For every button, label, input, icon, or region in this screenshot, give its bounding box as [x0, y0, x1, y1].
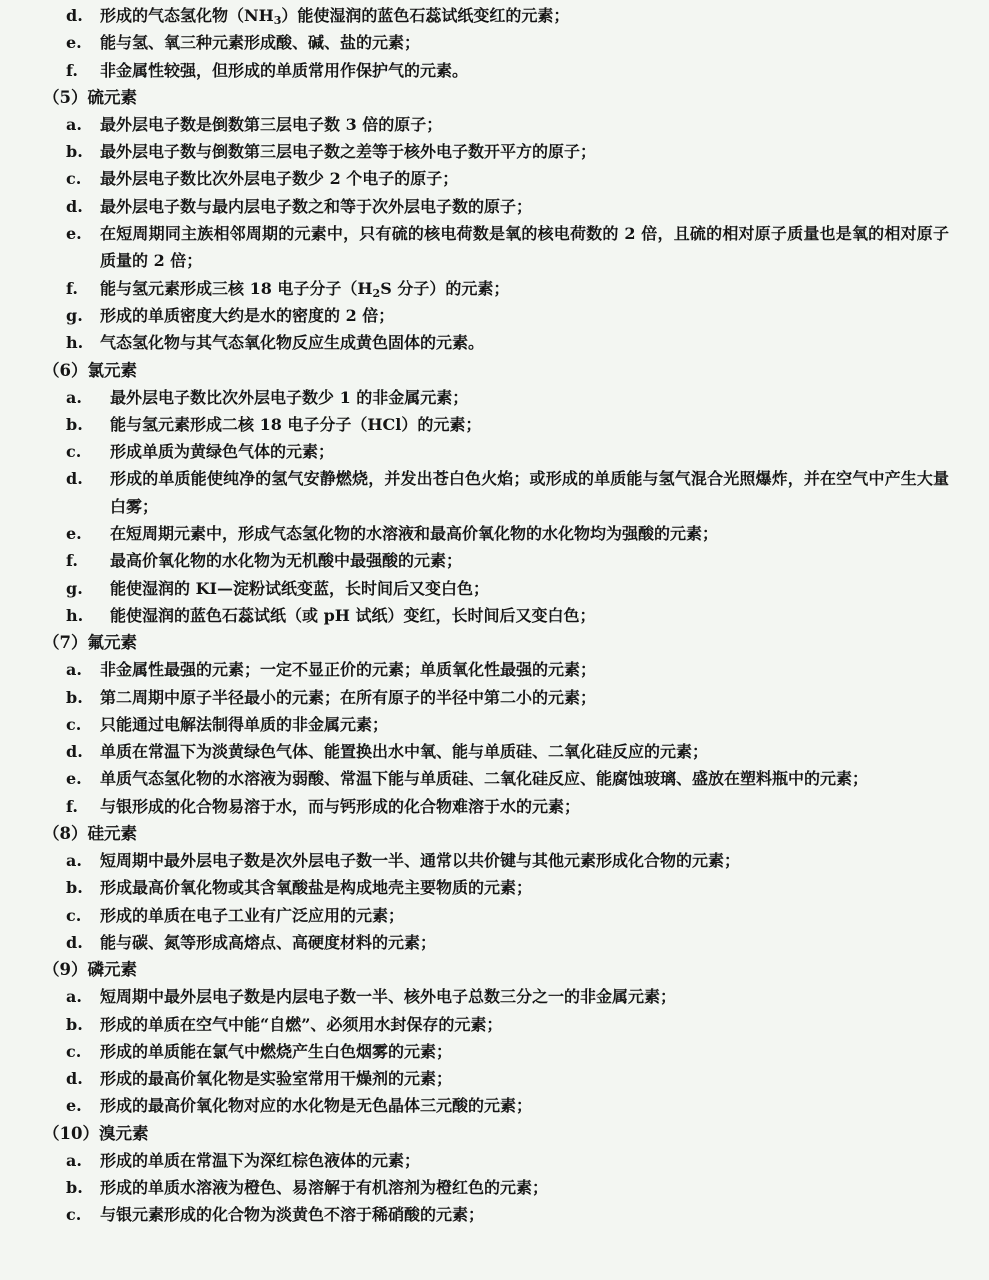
item-text	[100, 302, 949, 329]
item-text-main: 能与碳、氮等形成高熔点、高硬度材料的元素；	[100, 932, 437, 952]
item-marker: a.	[66, 660, 82, 680]
item-text	[110, 411, 949, 438]
item-text-main: 非金属性最强的元素；一定不显正价的元素；单质氧化性最强的元素；	[100, 660, 597, 680]
list-item	[40, 1201, 949, 1228]
subscript: 3	[273, 14, 282, 27]
item-text-main: 形成单质为黄绿色气体的元素；	[110, 442, 335, 462]
section-title: （6）氯元素	[43, 360, 137, 380]
item-text-main: 单质气态氢化物的水溶液为弱酸、常温下能与单质硅、二氧化硅反应、能腐蚀玻璃、盛放在塑料瓶中的元素；	[100, 769, 869, 789]
item-text	[100, 1147, 949, 1174]
item-text	[100, 57, 949, 84]
list-item	[40, 193, 949, 220]
list-item	[40, 1065, 949, 1092]
list-item	[40, 602, 949, 629]
item-text	[100, 684, 949, 711]
subscript: 2	[372, 286, 381, 300]
item-text	[100, 874, 949, 901]
section-title: （10）溴元素	[43, 1123, 149, 1143]
list-item	[40, 847, 949, 874]
item-marker: c.	[66, 905, 82, 925]
item-marker: a.	[66, 987, 82, 1007]
list-item	[40, 29, 949, 56]
list-item	[40, 929, 949, 956]
item-text-main: 形成的单质在常温下为深红棕色液体的元素；	[100, 1150, 421, 1170]
list-item	[40, 465, 949, 520]
section-title: （9）磷元素	[43, 960, 137, 980]
list-item	[40, 547, 949, 574]
item-text	[100, 983, 949, 1010]
item-marker: f.	[66, 551, 78, 571]
item-text	[110, 547, 949, 574]
list-item	[40, 793, 949, 820]
item-marker: a.	[66, 114, 82, 134]
item-text	[100, 929, 949, 956]
item-text	[100, 847, 949, 874]
item-text-main: 形成最高价氧化物或其含氧酸盐是构成地壳主要物质的元素；	[100, 878, 533, 898]
item-text	[100, 1092, 949, 1119]
item-marker: b.	[66, 878, 83, 898]
item-text-main: 非金属性较强，但形成的单质常用作保护气的元素。	[100, 60, 469, 80]
item-text-main: 短周期中最外层电子数是次外层电子数一半、通常以共价键与其他元素形成化合物的元素；	[100, 851, 741, 871]
list-item	[40, 2, 949, 29]
item-marker: b.	[66, 414, 83, 434]
item-text	[100, 275, 949, 302]
item-marker: c.	[66, 169, 82, 189]
item-text	[100, 138, 949, 165]
item-text-main: 与银元素形成的化合物为淡黄色不溶于稀硝酸的元素；	[100, 1205, 485, 1225]
item-text	[100, 1065, 949, 1092]
item-text	[110, 520, 949, 547]
item-marker: e.	[66, 33, 82, 53]
list-item	[40, 111, 949, 138]
item-text	[100, 165, 949, 192]
item-marker: e.	[66, 1096, 82, 1116]
item-text	[110, 602, 949, 629]
item-text	[100, 1174, 949, 1201]
item-text-main: 能与氢元素形成三核 18 电子分子（H	[100, 278, 373, 298]
list-item	[40, 520, 949, 547]
item-marker: g.	[66, 578, 83, 598]
list-item	[40, 1038, 949, 1065]
item-marker: g.	[66, 305, 83, 325]
section-title: （5）硫元素	[43, 87, 137, 107]
list-item	[40, 874, 949, 901]
section-title: （8）硅元素	[43, 824, 137, 844]
item-marker: b.	[66, 687, 83, 707]
item-marker: a.	[66, 1150, 82, 1170]
item-marker: b.	[66, 1014, 83, 1034]
list-item	[40, 1174, 949, 1201]
item-marker: a.	[66, 851, 82, 871]
item-marker: e.	[66, 769, 82, 789]
item-text-main: 能使湿润的 KI—淀粉试纸变蓝，长时间后又变白色；	[110, 578, 489, 598]
item-text-main: 在短周期同主族相邻周期的元素中，只有硫的核电荷数是氧的核电荷数的 2 倍，且硫的相对原子质量也是氧的相对原子质量的 2 倍；	[100, 224, 949, 271]
item-text	[100, 220, 949, 275]
list-item	[40, 275, 949, 302]
item-marker: d.	[66, 742, 83, 762]
item-text-main: 形成的单质在电子工业有广泛应用的元素；	[100, 905, 405, 925]
item-text	[100, 111, 949, 138]
item-text-main: 形成的气态氢化物（NH	[100, 6, 274, 25]
item-text-main: 在短周期元素中，形成气态氢化物的水溶液和最高价氧化物的水化物均为强酸的元素；	[110, 524, 719, 544]
item-text-main: 单质在常温下为淡黄绿色气体、能置换出水中氧、能与单质硅、二氧化硅反应的元素；	[100, 742, 709, 762]
item-marker: d.	[66, 932, 83, 952]
item-text	[100, 902, 949, 929]
section-title: （7）氟元素	[43, 633, 137, 653]
item-marker: c.	[66, 442, 82, 462]
item-marker: c.	[66, 1205, 82, 1225]
item-text-main: 短周期中最外层电子数是内层电子数一半、核外电子总数三分之一的非金属元素；	[100, 987, 677, 1007]
item-text-main: 形成的单质密度大约是水的密度的 2 倍；	[100, 305, 395, 325]
item-text-main: 形成的最高价氧化物是实验室常用干燥剂的元素；	[100, 1069, 453, 1089]
item-text-main: 第二周期中原子半径最小的元素；在所有原子的半径中第二小的元素；	[100, 687, 597, 707]
item-text	[100, 656, 949, 683]
item-text-main: 最外层电子数与倒数第三层电子数之差等于核外电子数开平方的原子；	[100, 142, 597, 162]
item-marker: e.	[66, 524, 82, 544]
list-item	[40, 329, 949, 356]
item-marker: d.	[66, 1069, 83, 1089]
list-item	[40, 57, 949, 84]
list-item	[40, 575, 949, 602]
list-item	[40, 902, 949, 929]
list-item	[40, 220, 949, 275]
item-text	[100, 2, 949, 29]
list-item	[40, 983, 949, 1010]
list-item	[40, 711, 949, 738]
item-text-main: 形成的单质水溶液为橙色、易溶解于有机溶剂为橙红色的元素；	[100, 1177, 549, 1197]
list-item	[40, 1147, 949, 1174]
item-text	[100, 29, 949, 56]
item-marker: b.	[66, 142, 83, 162]
item-text-main: 最外层电子数比次外层电子数少 2 个电子的原子；	[100, 169, 459, 189]
item-marker: f.	[66, 60, 78, 80]
list-item	[40, 1092, 949, 1119]
item-text-main: 最高价氧化物的水化物为无机酸中最强酸的元素；	[110, 551, 463, 571]
item-text	[100, 1011, 949, 1038]
item-text	[100, 738, 949, 765]
item-text-main: 最外层电子数是倒数第三层电子数 3 倍的原子；	[100, 114, 443, 134]
item-text	[100, 1038, 949, 1065]
list-item	[40, 138, 949, 165]
item-text	[110, 575, 949, 602]
item-marker: f.	[66, 796, 78, 816]
item-text	[110, 384, 949, 411]
item-marker: a.	[66, 387, 82, 407]
item-text	[110, 438, 949, 465]
item-text-after: ）能使湿润的蓝色石蕊试纸变红的元素；	[281, 6, 570, 25]
item-text	[100, 765, 949, 792]
item-marker: c.	[66, 1041, 82, 1061]
list-item	[40, 384, 949, 411]
list-item	[40, 165, 949, 192]
item-text-main: 能使湿润的蓝色石蕊试纸（或 pH 试纸）变红，长时间后又变白色；	[110, 605, 596, 625]
item-text-main: 与银形成的化合物易溶于水，而与钙形成的化合物难溶于水的元素；	[100, 796, 581, 816]
item-marker: e.	[66, 224, 82, 244]
item-text	[110, 465, 949, 520]
list-item	[40, 765, 949, 792]
list-item	[40, 656, 949, 683]
list-item	[40, 411, 949, 438]
item-marker: d.	[66, 469, 83, 489]
item-text	[100, 793, 949, 820]
item-text-main: 最外层电子数与最内层电子数之和等于次外层电子数的原子；	[100, 196, 533, 216]
item-marker: d.	[66, 196, 83, 216]
item-text-main: 最外层电子数比次外层电子数少 1 的非金属元素；	[110, 387, 469, 407]
list-item	[40, 684, 949, 711]
item-text	[100, 711, 949, 738]
item-text-main: 形成的最高价氧化物对应的水化物是无色晶体三元酸的元素；	[100, 1096, 533, 1116]
item-text-main: 形成的单质能在氯气中燃烧产生白色烟雾的元素；	[100, 1041, 453, 1061]
item-marker: h.	[66, 333, 84, 353]
item-text	[100, 193, 949, 220]
list-item	[40, 738, 949, 765]
item-marker: f.	[66, 278, 78, 298]
item-marker: h.	[66, 605, 84, 625]
item-text-main: 能与氢、氧三种元素形成酸、碱、盐的元素；	[100, 33, 421, 53]
item-text-main: 气态氢化物与其气态氧化物反应生成黄色固体的元素。	[100, 333, 485, 353]
list-item	[40, 438, 949, 465]
item-text-main: 只能通过电解法制得单质的非金属元素；	[100, 714, 389, 734]
item-marker: c.	[66, 714, 82, 734]
item-marker: b.	[66, 1177, 83, 1197]
list-item	[40, 302, 949, 329]
item-text-after: S 分子）的元素；	[380, 278, 510, 298]
item-text-main: 形成的单质能使纯净的氢气安静燃烧，并发出苍白色火焰；或形成的单质能与氢气混合光照爆炸，并在空气中产生大量白雾；	[110, 469, 949, 516]
list-item	[40, 1011, 949, 1038]
item-marker: d.	[66, 6, 83, 25]
item-text	[100, 329, 949, 356]
item-text-main: 能与氢元素形成二核 18 电子分子（HCl）的元素；	[110, 414, 482, 434]
item-text-main: 形成的单质在空气中能“自燃”、必须用水封保存的元素；	[100, 1014, 503, 1034]
item-text	[100, 1201, 949, 1228]
